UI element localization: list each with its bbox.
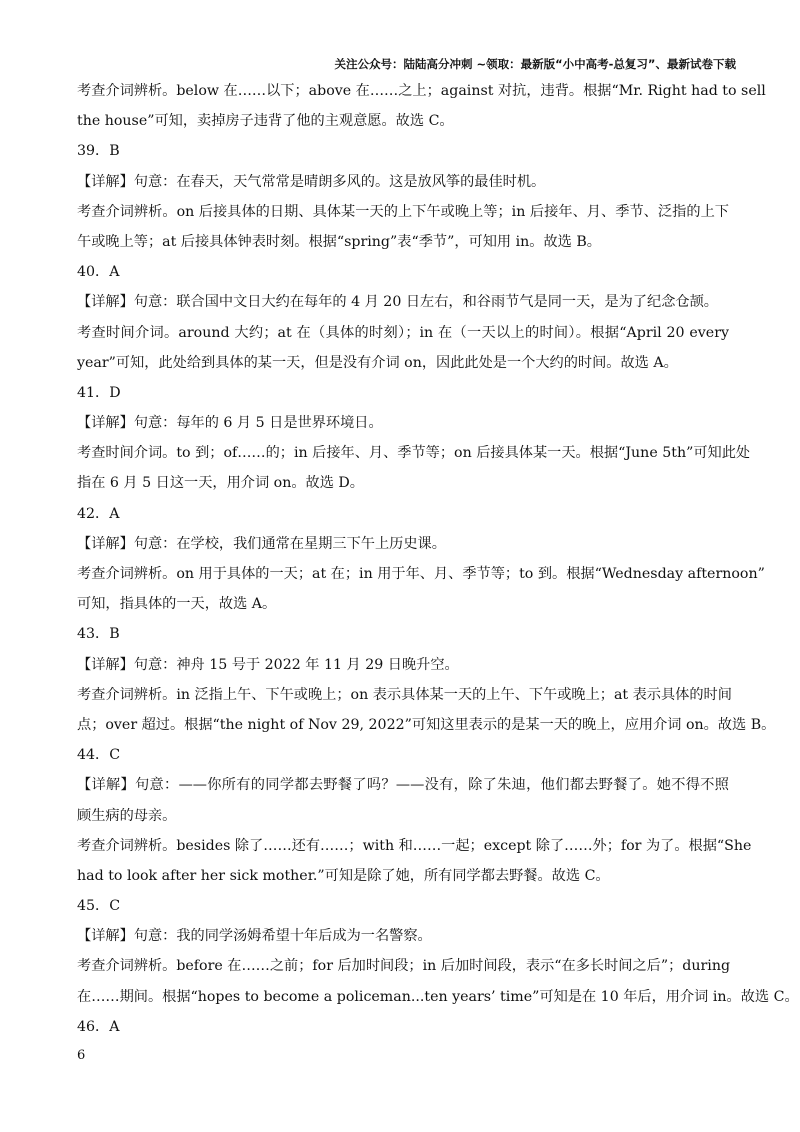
- text-line: 考查介词辨析。on 用于具体的一天；at 在；in 用于年、月、季节等；to 到。根据“Wednesday afternoon”: [77, 566, 765, 582]
- text-line: 【详解】句意：在学校，我们通常在星期三下午上历史课。: [77, 535, 446, 552]
- text-line: 指在 6 月 5 日这一天，用介词 on。故选 D。: [77, 475, 364, 492]
- text-line: year”可知，此处给到具体的某一天，但是没有介词 on，因此此处是一个大约的时间。故选 A。: [77, 354, 678, 371]
- text-line: 考查时间介词。to 到；of……的；in 后接年、月、季节等；on 后接具体某一天。根据“June 5th”可知此处: [77, 445, 751, 462]
- text-line: 【详解】句意：联合国中文日大约在每年的 4 月 20 日左右，和谷雨节气是同一天，是为了纪念仓颉。: [77, 294, 718, 311]
- text-line: 40．A: [77, 264, 120, 281]
- text-line: 考查时间介词。around 大约；at 在（具体的时刻）；in 在（一天以上的时间）。根据“April 20 every: [77, 324, 729, 341]
- page-header: 关注公众号：陆陆高分冲刺 ~领取：最新版“小中高考-总复习”、最新试卷下载: [334, 57, 736, 71]
- text-line: 考查介词辨析。on 后接具体的日期、具体某一天的上下午或晚上等；in 后接年、月、季节、泛指的上下: [77, 203, 729, 220]
- text-line: 【详解】句意：每年的 6 月 5 日是世界环境日。: [77, 415, 383, 432]
- text-line: 考查介词辨析。below 在……以下；above 在……之上；against 对抗，违背。根据“Mr. Right had to sell: [77, 83, 766, 99]
- text-line: 【详解】句意：神舟 15 号于 2022 年 11 月 29 日晚升空。: [77, 656, 459, 673]
- text-line: 考查介词辨析。in 泛指上午、下午或晚上；on 表示具体某一天的上午、下午或晚上；at 表示具体的时间: [77, 686, 732, 703]
- page-number: 6: [77, 1048, 86, 1063]
- text-line: 【详解】句意：——你所有的同学都去野餐了吗？——没有，除了朱迪，他们都去野餐了。她不得不照: [77, 777, 729, 794]
- text-line: 午或晚上等；at 后接具体钟表时刻。根据“spring”表“季节”，可知用 in。故选 B。: [77, 233, 601, 250]
- text-line: 42．A: [77, 505, 120, 522]
- text-line: 可知，指具体的一天，故选 A。: [77, 596, 277, 613]
- text-line: 44．C: [77, 747, 121, 764]
- text-line: 点；over 超过。根据“the night of Nov 29, 2022”可知这里表示的是某一天的晚上，应用介词 on。故选 B。: [77, 716, 776, 733]
- text-line: 39．B: [77, 143, 120, 160]
- text-line: 41．D: [77, 384, 121, 401]
- text-line: the house”可知，卖掉房子违背了他的主观意愿。故选 C。: [77, 113, 454, 130]
- text-line: 考查介词辨析。before 在……之前；for 后加时间段；in 后加时间段，表示“在多长时间之后”；during: [77, 958, 731, 975]
- text-line: 46．A: [77, 1018, 120, 1035]
- answer-explanations: [77, 76, 799, 1042]
- text-line: had to look after her sick mother.”可知是除了她，所有同学都去野餐。故选 C。: [77, 867, 610, 884]
- text-line: 45．C: [77, 898, 121, 915]
- text-line: 顾生病的母亲。: [77, 807, 177, 824]
- text-line: 【详解】句意：在春天，天气常常是晴朗多风的。这是放风筝的最佳时机。: [77, 173, 546, 190]
- text-line: 在……期间。根据“hopes to become a policeman...ten years’ time”可知是在 10 年后，用介词 in。故选 C。: [77, 988, 799, 1005]
- text-line: 【详解】句意：我的同学汤姆希望十年后成为一名警察。: [77, 928, 432, 945]
- text-line: 考查介词辨析。besides 除了……还有……；with 和……一起；except 除了……外；for 为了。根据“She: [77, 837, 752, 854]
- text-line: 43．B: [77, 626, 120, 643]
